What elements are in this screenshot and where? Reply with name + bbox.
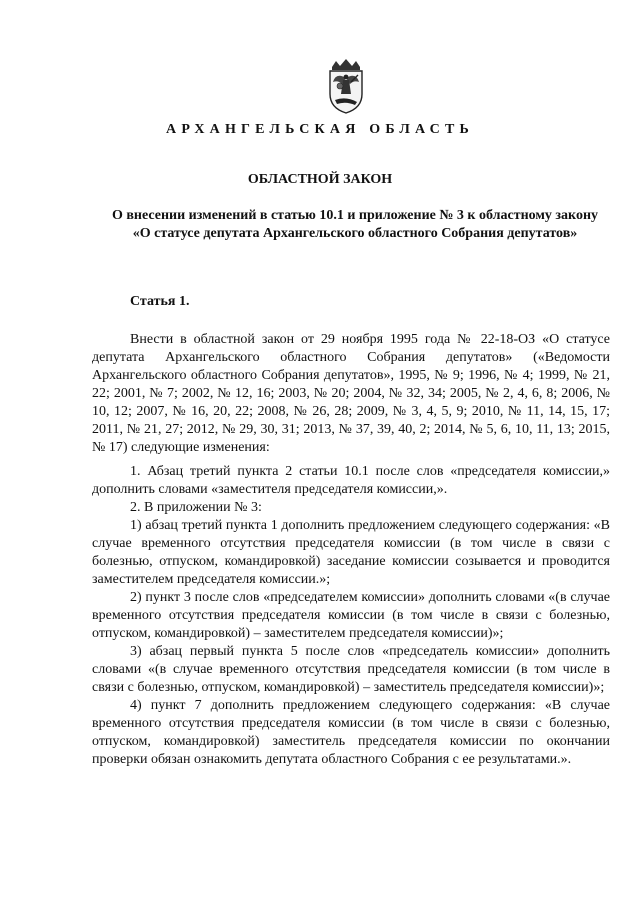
arkhangelsk-coat-of-arms-icon xyxy=(318,58,374,114)
list-item: 4) пункт 7 дополнить предложением следующего содержания: «В случае временного отсутствия председателя комиссии (в том числе в связи с болезнью, отпуском, командировкой) заместитель председателя комиссии по окончании проверки обязан ознакомить депутата областного Собрания с ее результатами.». xyxy=(92,698,610,767)
intro-paragraph: Внести в областной закон от 29 ноября 1995 года № 22-18-ОЗ «О статусе депутата Архангельского областного Собрания депутатов» («Ведомости Архангельского областного Собрания депутатов», 1995, № 9; 1996, № 4; 1999, № 21, 22; 2001, № 7; 2002, № 12, 16; 2003, № 20; 2004, № 32, 34; 2005, № 2, 4, 6, 8; 2006, № 10, 12; 2007, № 16, 20, 22; 2008, № 26, 28; 2009, № 3, 4, 5, 9; 2010, № 11, 14, 15, 17; 2011, № 21, 27; 2012, № 29, 30, 31; 2013, № 37, 39, 40, 2; 2014, № 5, 6, 10, 11, 13; 2015, № 17) следующие изменения: xyxy=(92,332,610,455)
law-title: О внесении изменений в статью 10.1 и приложение № 3 к областному закону «О статусе депутата Архангельского областного Собрания депутатов» xyxy=(111,208,599,241)
list-item: 2. В приложении № 3: xyxy=(130,500,262,515)
list-item: 3) абзац первый пункта 5 после слов «председатель комиссии» дополнить словами «(в случае временного отсутствия председателя комиссии (в том числе в связи с болезнью, отпуском, командировкой) – заместитель председателя комиссии)»; xyxy=(92,644,610,695)
list-item: 1. Абзац третий пункта 2 статьи 10.1 после слов «председателя комиссии,» дополнить словами «заместителя председателя комиссии,». xyxy=(92,464,610,497)
changes-list xyxy=(92,463,610,769)
region-name: АРХАНГЕЛЬСКАЯ ОБЛАСТЬ xyxy=(166,122,474,137)
article-intro xyxy=(92,331,610,457)
list-item: 2) пункт 3 после слов «председателем комиссии» дополнить словами «(в случае временного отсутствия председателя комиссии (в том числе в связи с болезнью, отпуском, командировкой) – заместителем председателя комиссии)»; xyxy=(92,590,610,641)
article-heading: Статья 1. xyxy=(130,294,190,309)
list-item: 1) абзац третий пункта 1 дополнить предложением следующего содержания: «В случае временного отсутствия председателя комиссии (в том числе в связи с болезнью, отпуском, командировкой) заседание комиссии созывается и проводится заместителем председателя комиссии.»; xyxy=(92,518,610,587)
document-type: ОБЛАСТНОЙ ЗАКОН xyxy=(247,172,393,187)
